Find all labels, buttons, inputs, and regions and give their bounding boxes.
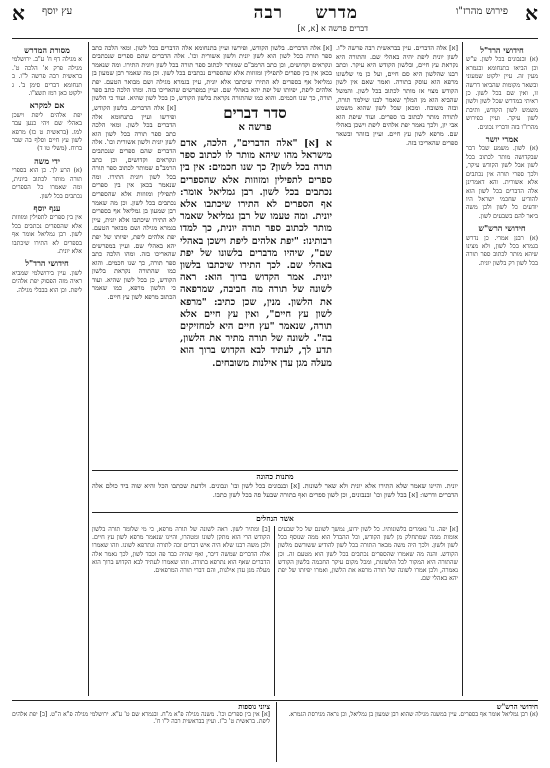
main-side-commentary-text: [א] אלה הדברים. בלשון הקודש, ופירשו ועיין בתנחומא אלה הדברים בכל לשון. ומאי הלכה כתב ספר תורה בכל לשון הוא לשון יונית ולשון אשורית וכו'. אלה הדברים שהם ספרים שנכתבים ונקראים וקדושים, וכן כתב הרמב"ם שמותר לכתוב ספר תורה בכל לשון ויונית התירו. ומה שנאמר בכאן אין בין ספרים לתפילין ומזוזות אלא שהספרים נכתבים בכל לשון. וכן מה שאמר רבן שמעון בן גמליאל אף בספרים לא התירו שיכתבו אלא יונית, עיין בגמרא מגילה ושם מבואר הטעם. יפת אלהים ליפת, יפיותו של יפת יהא באהלי שם. ועיין במפרשים שהאריכו בזה. ומהו הלכה כתב ספר תורה, כך שנו חכמים. והוא כמו שהתורה נקראת בלשון הקודש, כן בכל לשון שהיא. ועוד כי הלשון מרפא, כמו שאמר הכתוב מרפא לשון עץ חיים. [92,104,176,302]
bottom-commentary-left-text: [ב] ומתיר לשון. ראה לשונה של תורה מרפא, כי מי שלומד תורה בלשון הקודש הרי הוא מתקן לשונו ומטהרו, והיינו שנאמר מרפא לשון עץ חיים. ולכן משה רבנו שלא היה איש דברים זכה לתורה ונתרפא לשונו. וזהו שאמרו אלה הדברים שמשה דיבר, ואף שהיה כבד פה וכבד לשון, לכך נאמר אלה הדברים שאף הוא נתרפא בתורה. וזהו שאמרו לעתיד לבא הקדוש ברוך הוא מעלה מגן עדן אילנות, והם דברי תורה המרפאים. [92,526,270,575]
left-text-3: (א) הרע לך. כן הוא בספרי תורה מותר לכתוב ביונית, ומה שאמרו כל הספרים נכתבים בכל לשון. [12,167,82,200]
footer-left-text: [א] אין בין ספרים וכו'. משנה מגילה פ"א מ"ח. ובגמרא שם ט' ע"א. ירושלמי מגילה פ"א ה"ט. [ב] יפת אלהים ליפת. בראשית ט' כ"ז. ועיין בבראשית רבה ל"ו ח'. [12,710,270,726]
footer-left-heading: ציוני נוספות [238,703,270,711]
main-side-commentary [92,104,176,468]
footer-left [12,703,270,763]
left-heading-3: ידי משה [34,155,60,166]
bottom-commentary-right [278,526,458,696]
top-commentary [92,44,332,102]
center-commentary-label: מתנות כהונה [225,472,325,481]
left-heading-5: חידושי הרד"ל [25,258,69,269]
right-heading-2: אמרי יושר [485,134,519,145]
inner-right-commentary [336,44,458,514]
page-letter: א [525,1,538,25]
left-text-2: יפת אלהים ליפת וישכן באהלי שם ויהי כנען עבד למו. (בראשית ט כז) מרפא לשון עץ חיים וסלף בה שבר ברוח. (משלי טו ד) [12,111,82,153]
left-text-5: לשון. עיין בירושלמי שמביא ראיה מזה הפסוק יפת אלהים ליפת. וכן הוא בבבלי מגילה. [12,269,82,294]
left-margin-column [12,44,82,698]
inner-right-text: [א] אלה הדברים. עיין בבראשית רבה פרשה ל"ו. לשון יונית ליפת יהיה באהלי שם. והתורה היא נקראת עץ חיים, ובלשון הקודש היא עיקר. וכתב רבנו שהלשון היא סם חיים, ועל כן מי שלשונו מרפא הוא עוסק בתורה. ואמר שאם אין לשון הקודש מצוי אז מותר לכתוב בכל לשון. והמשל שהביא הוא מן המלך שאמר לבנו שילמד תורה, ובזה משובח. ומכאן שכל לשון שהוא משמש לתורה מותר לכתוב בו ספרים. ועוד שיפת הוא אבי יון, ולכך נאמר יפת אלהים ליפת וישכן באהלי שם. מרפא לשון עץ חיים. ועיין בזוהר ובשאר ספרים שהאריכו בזה. [336,44,458,147]
footer-rule [12,700,538,701]
section-title-line-1: סדר דברים [223,104,287,122]
small-reference: דברים פרשה א [א, א] [297,24,368,33]
middle-running-title: רבה [253,3,283,23]
left-text-4: אין בין ספרים לתפילין ומזוזות אלא שהספרים נכתבים בכל לשון. רבן גמליאל אומר אף בספרים לא התירו שיכתבו אלא יונית. [12,214,82,255]
page-header [12,1,538,39]
right-divider-line [88,42,89,696]
main-text-body: א [א] "אלה הדברים", הלכה, אדם מישראל מהו שיהא מותר לו לכתוב ספר תורה בכל לשון? כך שנו חכמים: אין בין ספרים לתפילין ומזוזות אלא שהספרים נכתבים בכל לשון. רבן גמליאל אומר: אף הספרים לא התירו שיכתבו אלא יונית. ומה טעמו של רבן גמליאל שאמר מותר לכתוב ספר תורה יונית, כך למדו רבותינו: "יפת אלהים ליפת וישכן באהלי שם", שיהיו מדברים בלשונו של יפת באהלי שם. לכך התירו שיכתבו בלשון יונית. אמר הקדוש ברוך הוא: ראה לשונה של תורה מה חביבה, שמרפאה את הלשון. מנין, שכן כתיב: "מרפא לשון עץ חיים", ואין עץ חיים אלא תורה, שנאמר "עץ חיים היא למחזיקים בה". לשונה של תורה מתיר את הלשון, תדע לך, לעתיד לבא הקדוש ברוך הוא מעלה מגן עדן אילנות משובחים. [180,138,332,369]
section-title-line-2: פרשה א [238,122,272,133]
left-heading-2: אם למקרא [29,100,65,111]
left-heading-1: מסורת המדרש [24,45,70,55]
left-running-title: עץ יוסף [42,6,73,17]
bottom-commentary-right-text: [א] יפה. גו' נאמרים בלשונותיו. כל לשון ידוע, נמשך לשונם של כל שבעים אומות ממה שמתחלק מן לשון הקודש, וכל ההבדל הוא ממה שנוסף בכל לשון ולשון. ולכך היה משה מבאר התורה בכל לשון להודיע ששורשם מלשון הקודש. והנה מה שאמרו שהספרים נכתבים בכל לשון הוא מטעם זה. וכן שהתורה היא המקור לכל הלשונות, ומכל מקום עיקר החכמה בלשון הקודש נאמרה, ולכן אמרו לשונה של תורה מרפא את הלשון, ואמרו יפיותו של יפת יהא באהלי שם. [278,526,458,583]
left-divider-line [462,42,463,696]
section-title [180,104,330,134]
bottom-commentary-divider [274,526,275,696]
left-heading-4: ענף יוסף [33,202,61,213]
center-commentary-top-rule [92,470,458,471]
right-heading-3: חידושי הרש"ש [478,223,526,234]
footer-right [280,703,538,763]
footer-right-text: (א) רבן גמליאל אומר אף בספרים. עיין במשנה מגילה שהוא רבן שמעון בן גמליאל, וכן נראה מגירסת הגמרא. [288,710,538,718]
center-commentary [92,482,458,508]
right-text-1: (א) ובנבונים בכל לשון. ע"ש וכן הביאו בתנחומא ובגמרא מעין זה. עיין ילקוט שמעוני ובשאר מקומות שהביאו דרשה זו, ואין שם בכל לשון. כן ראיתי במדרש שכל לשון ולשון משמש לשון הקודש, ותיבת לשון עיקר. ועיין בפירוש מהרז"ו בזה ודבריו נכונים. [466,56,538,131]
bottom-commentary-label: אשד הנחלים [225,514,325,523]
right-running-title: פירוש מהרז"ו [455,6,508,17]
footer-divider [276,702,277,762]
right-margin-column [466,44,538,694]
left-text-1: א מגילה דף ח' ע"ב. ירושלמי מגילה פרק א' הלכה ט'. בראשית רבה פרשה ל"ו. ב תנחומא דברים סימן ב'. ג ילקוט כאן רמז תשצ"ו. [12,56,82,98]
top-commentary-text: [א] אלה הדברים. בלשון הקודש, ופירשו ועיין בתנחומא אלה הדברים בכל לשון. ומאי הלכה כתב ספר תורה בכל לשון הוא לשון יונית ולשון אשורית וכו'. אלה הדברים שהם ספרים שנכתבים ונקראים וקדושים, וכן כתב הרמב"ם שמותר לכתוב ספר תורה בכל לשון ויונית התירו. ומה שנאמר בכאן אין בין ספרים לתפילין ומזוזות אלא שהספרים נכתבים בכל לשון. וכן מה שאמר רבן שמעון בן גמליאל אף בספרים לא התירו שיכתבו אלא יונית, עיין בגמרא מגילה ושם מבואר הטעם. יפת אלהים ליפת, יפיותו של יפת יהא באהלי שם. ועיין במפרשים שהאריכו בזה. ומהו הלכה כתב ספר תורה, כך שנו חכמים. והוא כמו שהתורה נקראת בלשון הקודש, כן בכל לשון שהיא. ועוד כי הלשון [92,44,332,102]
bottom-commentary-left [92,526,270,696]
page-number: א [12,1,25,25]
right-text-3: (א) רבנן אמרי. כן נדרש בגמרא בכל לשון, ולא מצינו שיהא מותר לכתוב ספר תורה בכל לשון רק בלשון יונית. [466,234,538,267]
right-heading-1: חידושי הרד"ל [480,45,524,55]
center-commentary-text: יונית. והיינו שאמר שלא התירו אלא יונית ולא שאר לשונות. [א] ובנבונים בכל לשון ובו' ונבונים. ולדעת שכתבו הכל והיא שוה ביד כולם אלה הדברים ודרשו: [א] בכל לשון וכו' ובנבונים, וכן לשון ספרים ואף בתורה שבעל פה בכל לשון כתבו. [92,482,458,499]
right-text-2: (א) לשון. משמע שכל דבר שבקדושה מותר לכתוב בכל לשון אבל לשון הקודש עיקר, ולכך ספרי תורה אין נכתבים אלא אשורית. והא דאמרינן אלה הדברים בכל לשון הוא להודיע שחכמי ישראל היו יודעים כל לשון ולכן משה ביאר להם בשבעים לשון. [466,145,538,220]
footer-right-heading: חידושי הרש"ש [496,703,538,711]
bottom-commentary-top-rule [92,512,458,513]
main-midrash-text [180,138,332,468]
main-running-title: מדרש [315,3,358,23]
